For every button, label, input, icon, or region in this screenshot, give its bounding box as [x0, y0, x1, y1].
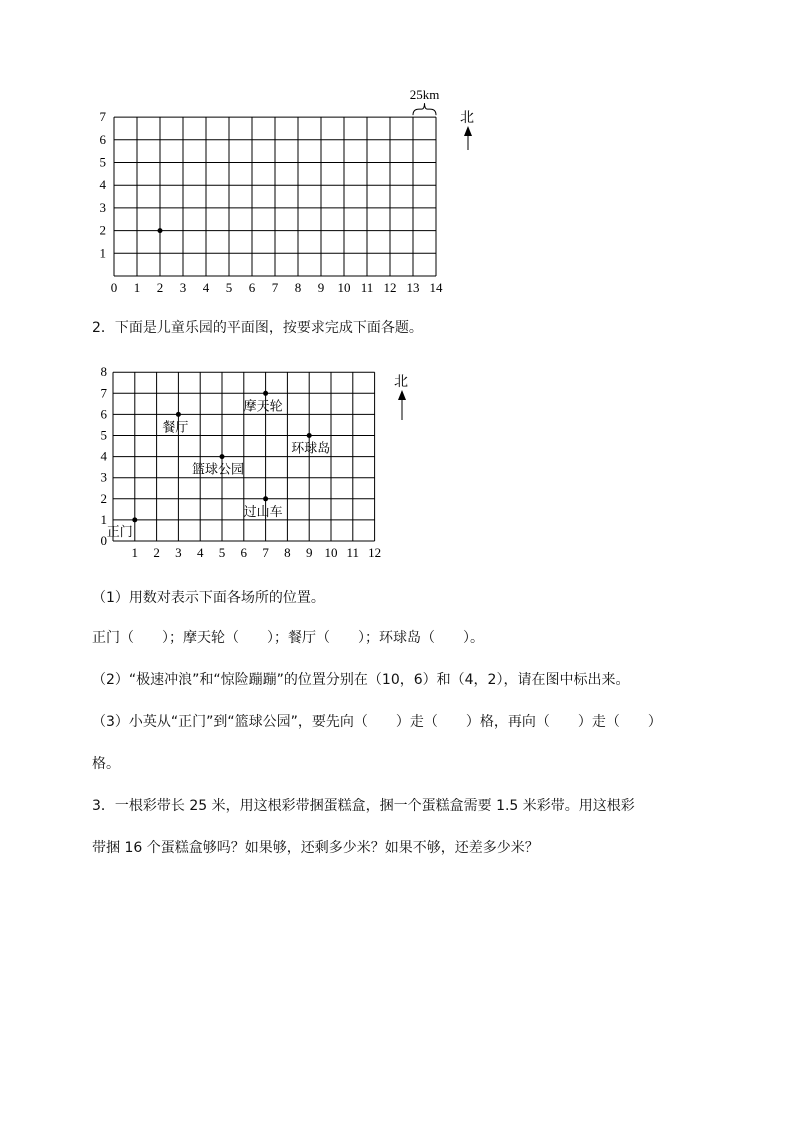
y-axis-tick-label: 4	[100, 448, 107, 464]
y-axis-tick-label: 2	[100, 490, 107, 506]
question-3-line-1: 3．一根彩带长 25 米，用这根彩带捆蛋糕盒，捆一个蛋糕盒需要 1.5 米彩带。用这根彩	[92, 798, 635, 814]
y-axis-tick-label: 3	[99, 199, 106, 215]
map-place-label: 篮球公园	[192, 462, 245, 478]
x-axis-tick-label: 9	[305, 545, 313, 560]
y-axis-tick-label: 3	[100, 469, 107, 485]
x-axis-tick-label: 12	[383, 280, 397, 295]
coordinate-grid-1	[0, 0, 794, 310]
x-axis-tick-label: 11	[360, 280, 374, 295]
x-axis-tick-label: 4	[202, 280, 210, 295]
question-2-part-1: （1）用数对表示下面各场所的位置。	[92, 590, 325, 606]
y-axis-tick-label: 4	[99, 177, 106, 193]
x-axis-tick-label: 9	[317, 280, 325, 295]
north-label: 北	[394, 374, 408, 390]
playground-map-grid	[0, 360, 794, 565]
y-axis-tick-label: 5	[100, 427, 107, 443]
x-axis-tick-label: 11	[346, 545, 360, 560]
x-axis-tick-label: 2	[153, 545, 160, 560]
x-axis-tick-label: 14	[429, 280, 443, 295]
map-point	[263, 391, 268, 396]
x-axis-tick-label: 3	[179, 280, 187, 295]
x-axis-tick-label: 10	[337, 280, 351, 295]
map-place-label: 过山车	[243, 504, 283, 520]
map-point	[176, 412, 181, 417]
grid-point	[158, 228, 163, 233]
x-axis-tick-label: 0	[110, 280, 118, 295]
map-place-label: 餐厅	[162, 420, 189, 436]
x-axis-tick-label: 1	[133, 280, 141, 295]
x-axis-tick-label: 10	[324, 545, 338, 560]
x-axis-tick-label: 5	[218, 545, 226, 560]
map-place-label: 摩天轮	[243, 399, 283, 415]
y-axis-tick-label: 1	[100, 511, 107, 527]
y-axis-tick-label: 7	[100, 385, 107, 401]
map-point	[263, 496, 268, 501]
x-axis-tick-label: 5	[225, 280, 233, 295]
question-2-intro: 2．下面是儿童乐园的平面图，按要求完成下面各题。	[92, 320, 423, 336]
north-arrow-head	[398, 390, 406, 400]
x-axis-tick-label: 1	[131, 545, 139, 560]
map-place-label: 正门	[106, 524, 133, 540]
scale-brace	[413, 103, 436, 115]
x-axis-tick-label: 6	[248, 280, 256, 295]
x-axis-tick-label: 7	[262, 545, 269, 560]
y-axis-tick-label: 5	[99, 154, 106, 170]
question-3-line-2: 带捆 16 个蛋糕盒够吗？如果够，还剩多少米？如果不够，还差多少米？	[92, 840, 539, 856]
y-axis-tick-label: 0	[100, 533, 107, 548]
x-axis-tick-label: 8	[294, 280, 302, 295]
y-axis-tick-label: 6	[99, 131, 106, 147]
question-2-part-3-line-2: 格。	[92, 756, 120, 772]
x-axis-tick-label: 6	[240, 545, 248, 560]
scale-label: 25km	[409, 87, 440, 103]
map-point	[132, 517, 137, 522]
x-axis-tick-label: 3	[175, 545, 182, 560]
y-axis-tick-label: 6	[100, 406, 107, 422]
question-2-part-2: （2）“极速冲浪”和“惊险蹦蹦”的位置分别在（10，6）和（4，2），请在图中标出来。	[92, 672, 630, 688]
x-axis-tick-label: 2	[156, 280, 164, 295]
y-axis-tick-label: 7	[99, 109, 106, 125]
y-axis-tick-label: 1	[99, 245, 106, 261]
question-2-part-3-line-1: （3）小英从“正门”到“篮球公园”，要先向（ ）走（ ）格，再向（ ）走（ ）	[92, 714, 662, 730]
map-point	[220, 454, 225, 459]
y-axis-tick-label: 8	[100, 364, 107, 380]
x-axis-tick-label: 4	[196, 545, 204, 560]
north-arrow-head	[464, 126, 472, 136]
question-2-part-1-blanks: 正门（ ）；摩天轮（ ）；餐厅（ ）；环球岛（ ）。	[92, 630, 484, 646]
x-axis-tick-label: 8	[284, 545, 291, 560]
y-axis-tick-label: 2	[99, 222, 106, 238]
x-axis-tick-label: 13	[406, 280, 420, 295]
x-axis-tick-label: 7	[271, 280, 279, 295]
x-axis-tick-label: 12	[368, 545, 382, 560]
map-place-label: 环球岛	[291, 441, 331, 457]
map-point	[307, 433, 312, 438]
north-label: 北	[460, 110, 474, 126]
